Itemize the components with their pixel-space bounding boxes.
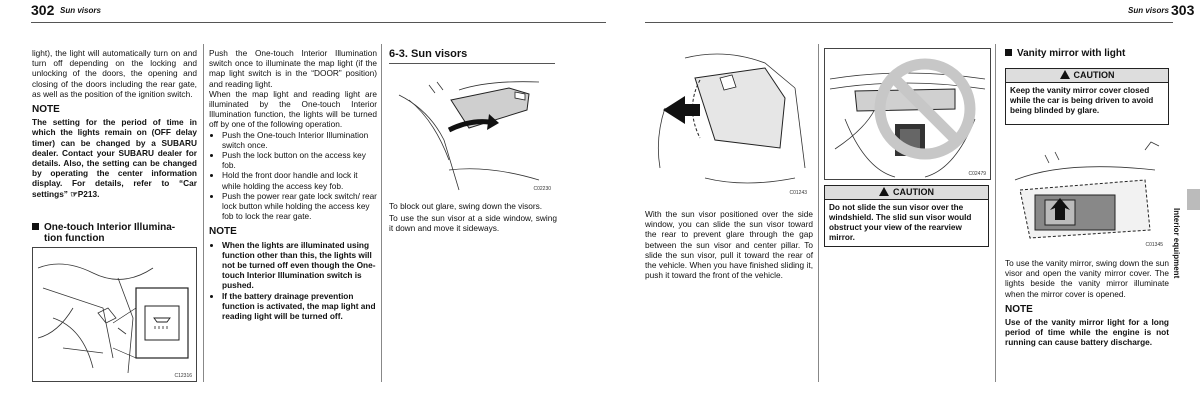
column-2: [209, 48, 377, 321]
right-page-number: 303: [1171, 2, 1195, 18]
prohibited-windshield-drawing: [825, 49, 990, 179]
figure-prohibited-windshield: [824, 48, 991, 180]
col2-bullet: • Push the One-touch Interior Illumination switch once.: [222, 130, 377, 150]
column-3-text: [389, 201, 557, 234]
col1-figure-code: C12316: [174, 373, 192, 379]
warning-triangle-icon: [1060, 70, 1070, 79]
sun-visor-down-drawing: [389, 70, 555, 198]
col2-note-bullet: • When the lights are illuminated using function other than this, the lights will not be turned off even though the One-touch Interior Illumination switch is pushed.: [222, 240, 377, 291]
col6-p1: To use the vanity mirror, swing down the sun visor and open the vanity mirror cover. The lights beside the vanity mirror illuminate when the mirror cover is opened.: [1005, 258, 1169, 299]
col-divider-3: [818, 44, 819, 382]
figure-interior-illumination: [32, 247, 197, 382]
interior-illumination-drawing: [33, 248, 196, 381]
column-1: [32, 48, 197, 199]
col3-figure-code: C02230: [533, 186, 551, 192]
figure-sun-visor-slide: [645, 48, 811, 200]
col-divider-4: [995, 44, 996, 382]
col2-bullet: • Hold the front door handle and lock it while holding the access key fob.: [222, 170, 377, 190]
col5-caution-text: Do not slide the sun visor over the windshield. The slid sun visor would obstruct your view of the rearview mirror.: [829, 203, 972, 242]
left-page-number: 302: [31, 2, 55, 18]
col3-heading-rule: [389, 63, 555, 64]
col6-caution-header: [1006, 69, 1168, 83]
col4-p1: With the sun visor positioned over the side window, you can slide the sun visor toward the rear to prevent glare through the gap between the sun visor and center pillar. To slide the sun visor, pull it toward the rear of the vehicle. When you have finished sliding it, push it toward the front of the vehicle.: [645, 209, 813, 281]
chapter-side-label: Interior equipment: [1172, 208, 1181, 279]
right-header-rule: [645, 22, 1173, 23]
section-heading-sun-visors: 6-3. Sun visors: [389, 48, 468, 60]
col5-figure-code: C02479: [968, 171, 986, 177]
col2-p2: When the map light and reading light are illuminated by the One-touch Interior Illumination function, the lights will be turned off by one of the following operation.: [209, 88, 377, 130]
col1-note-heading: NOTE: [32, 104, 60, 116]
col2-bullet: • Push the power rear gate lock switch/ rear lock button while holding the access key fob to lock the rear gate.: [222, 191, 377, 222]
sun-visor-slide-drawing: [645, 48, 811, 200]
left-header-rule: [31, 22, 606, 23]
col6-figure-code: C01345: [1145, 242, 1163, 248]
section-square-icon: [32, 223, 39, 230]
figure-vanity-mirror: [1005, 130, 1167, 252]
col5-caution-box: [824, 185, 989, 247]
col1-intro: light), the light will automatically turn on and turn off depending on the locking and unlocking of the doors, the opening and closing of the doors including the rear gate, as well as the position of the ignition switch.: [32, 48, 197, 99]
col6-caution-text: Keep the vanity mirror cover closed while the car is being driven to avoid being blinded by glare.: [1010, 86, 1154, 115]
warning-triangle-icon: [879, 187, 889, 196]
col6-section-title: [1005, 48, 1125, 59]
col-divider-1: [203, 44, 204, 382]
col2-note-list: [209, 240, 377, 322]
column-6-text: [1005, 258, 1169, 348]
col6-note-text: Use of the vanity mirror light for a long period of time while the engine is not running can cause battery discharge.: [1005, 317, 1169, 348]
col2-note-heading: NOTE: [209, 226, 237, 238]
col6-note-heading: NOTE: [1005, 303, 1033, 315]
figure-sun-visor-down: [389, 70, 555, 198]
col2-bullet-list: [209, 130, 377, 222]
col1-note-text: The setting for the period of time in which the lights remain on (OFF delay timer) can be changed by a SUBARU dealer. Contact your SUBARU dealer for details. Also, the setting can be changed by operating the center information display. For details, refer to “Car settings” ☞P213.: [32, 117, 197, 199]
chapter-tab: [1187, 189, 1200, 210]
col2-p1: Push the One-touch Interior Illumination switch once to illuminate the map light (if the map light switch is in the “DOOR” position) and reading light.: [209, 48, 377, 89]
column-4-text: [645, 209, 813, 280]
section-square-icon: [1005, 49, 1012, 56]
left-running-title: Sun visors: [60, 6, 101, 15]
col1-section-title-line2: tion function: [44, 233, 105, 244]
right-running-title: Sun visors: [1128, 6, 1169, 15]
col5-caution-label: CAUTION: [893, 187, 934, 197]
col6-caution-label: CAUTION: [1073, 70, 1115, 80]
vanity-mirror-drawing: [1005, 130, 1167, 252]
col1-section-title: [32, 222, 200, 244]
col5-caution-header: [825, 186, 988, 200]
col1-section-title-line1: One-touch Interior Illumina-: [44, 222, 176, 233]
col3-p1: To block out glare, swing down the visors.: [389, 201, 543, 211]
col-divider-2: [381, 44, 382, 382]
col2-note-bullet: • If the battery drainage prevention function is activated, the map light and reading light will be turned off.: [222, 291, 377, 322]
col6-section-title-text: Vanity mirror with light: [1017, 48, 1126, 59]
col3-p2: To use the sun visor at a side window, swing it down and move it sideways.: [389, 213, 557, 234]
col6-caution-box: [1005, 68, 1169, 125]
col2-bullet: • Push the lock button on the access key fob.: [222, 150, 377, 170]
col4-figure-code: C01243: [789, 190, 807, 196]
